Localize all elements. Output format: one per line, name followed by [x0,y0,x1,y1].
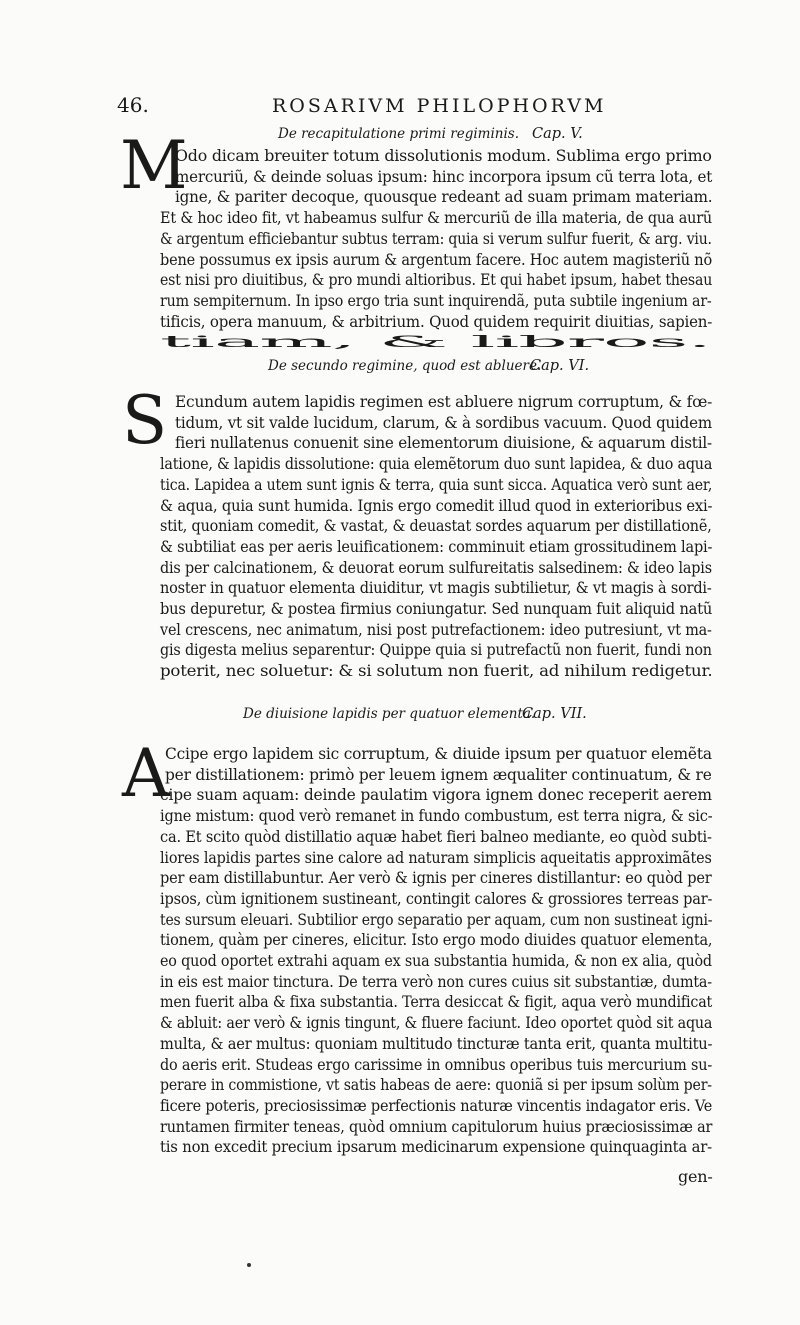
text-line: latione, & lapidis dissolutione: quia elemẽtorum duo sunt lapidea, & duo aqua [160,454,713,473]
text-line: vel crescens, nec animatum, nisi post putrefactionem: ideo putresiunt, vt ma- [160,620,712,639]
text-line: liores lapidis partes sine calore ad naturam simplicis aqueitatis approximãtes [160,848,712,867]
text-line: rum sempiternum. In ipso ergo tria sunt inquirendã, puta subtile ingenium ar- [160,291,712,310]
text-line: eo quod oportet extrahi aquam ex sua substantia humida, & non ex alia, quòd [160,951,712,970]
text-line: & subtiliat eas per aeris leuificationem: comminuit etiam grossitudinem lapi- [160,537,713,556]
chapter-6-heading: De secundo regimine, quod est abluere. [268,358,542,374]
chapter-6-initial: S [122,382,168,459]
chapter-7-initial: A [122,735,170,812]
stray-ink-mark [247,1263,251,1267]
text-line: ca. Et scito quòd distillatio aquæ habet fieri balneo mediante, eo quòd subti- [160,827,712,846]
text-line: runtamen firmiter teneas, quòd omnium capitulorum huius præciosissimæ ar [160,1117,713,1136]
text-line: est nisi pro diuitibus, & pro mundi altioribus. Et qui habet ipsum, habet thesau [160,270,713,289]
text-line: tificis, opera manuum, & arbitrium. Quod quidem requirit diuitias, sapien- [160,312,713,331]
text-line: ficere poteris, preciosissimæ perfectionis naturæ vincentis indagator eris. Ve [160,1096,713,1115]
text-line: bus depuretur, & postea firmius coniungatur. Sed nunquam fuit aliquid natũ [160,599,713,618]
text-line: ipsos, cùm ignitionem sustineant, contingit calores & grossiores terreas par- [160,889,713,908]
text-line: dis per calcinationem, & deuorat eorum sulfureitatis salsedinem: & ideo lapis [160,558,712,577]
chapter-5-cap: Cap. V. [532,126,583,142]
text-line: tiam, & libros. [160,332,712,351]
text-line: & aqua, quia sunt humida. Ignis ergo comedit illud quod in exterioribus exi- [160,496,713,515]
text-line: tionem, quàm per cineres, elicitur. Isto ergo modo diuides quatuor elementa, [160,930,713,949]
chapter-7-cap: Cap. VII. [522,706,587,722]
text-line: igne, & pariter decoque, quousque redeant ad suam primam materiam. [175,187,713,206]
text-line: poterit, nec soluetur: & si solutum non fuerit, ad nihilum redigetur. [160,661,713,680]
text-line: per distillationem: primò per leuem ignem æqualiter continuatum, & re [165,765,712,784]
text-line: & abluit: aer verò & ignis tingunt, & fluere faciunt. Ideo oportet quòd sit aqua [160,1013,713,1032]
text-line: stit, quoniam comedit, & vastat, & deuastat sordes aquarum per distillationẽ, [160,516,712,535]
running-head: ROSARIVM PHILOPHORVM [272,95,607,117]
text-line: tidum, vt sit valde lucidum, clarum, & à sordibus vacuum. Quod quidem [175,413,712,432]
chapter-7-heading: De diuisione lapidis per quatuor elementa. [243,706,536,722]
text-line: igne mistum: quod verò remanet in fundo combustum, est terra nigra, & sic- [160,806,713,825]
text-line: tis non excedit precium ipsarum medicinarum expensione quinquaginta ar- [160,1137,712,1156]
text-line: fieri nullatenus conuenit sine elementorum diuisione, & aquarum distil- [175,433,712,452]
text-line: Ccipe ergo lapidem sic corruptum, & diuide ipsum per quatuor elemẽta [165,744,712,763]
chapter-5-heading: De recapitulatione primi regiminis. [278,126,520,142]
text-line: noster in quatuor elementa diuiditur, vt magis subtilietur, & vt magis à sordi- [160,578,712,597]
text-line: perare in commistione, vt satis habeas de aere: quoniã si per ipsum solùm per- [160,1075,712,1094]
text-line: tica. Lapidea a utem sunt ignis & terra, quia sunt sicca. Aquatica verò sunt aer, [160,475,713,494]
folio-number: 46. [117,93,149,117]
text-line: cipe suam aquam: deinde paulatim vigora ignem donec receperit aerem [160,785,712,804]
text-line: bene possumus ex ipsis aurum & argentum facere. Hoc autem magisteriũ nõ [160,250,712,269]
text-line: multa, & aer multus: quoniam multitudo tincturæ tanta erit, quanta multitu- [160,1034,713,1053]
chapter-5-initial: M [120,127,188,204]
text-line: in eis est maior tinctura. De terra verò non cures cuius sit substantiæ, dumta- [160,972,712,991]
text-line: tes sursum eleuari. Subtilior ergo separatio per aquam, cum non sustineat igni- [160,910,713,929]
text-line: Ecundum autem lapidis regimen est abluere nigrum corruptum, & fœ- [175,392,713,411]
catchword: gen- [678,1167,713,1186]
text-line: men fuerit alba & fixa substantia. Terra desiccat & figit, aqua verò mundificat [160,992,713,1011]
text-line: Odo dicam breuiter totum dissolutionis modum. Sublima ergo primo [175,146,712,165]
chapter-6-cap: Cap. VI. [530,358,590,374]
text-line: per eam distillabuntur. Aer verò & ignis per cineres distillantur: eo quòd per [160,868,712,887]
text-line: mercuriũ, & deinde soluas ipsum: hinc incorpora ipsum cũ terra lota, et [175,167,713,186]
text-line: Et & hoc ideo fit, vt habeamus sulfur & mercuriũ de illa materia, de qua aurũ [160,208,712,227]
text-line: gis digesta melius separentur: Quippe quia si putrefactũ non fuerit, fundi non [160,640,712,659]
text-line: do aeris erit. Studeas ergo carissime in omnibus operibus tuis mercurium su- [160,1055,713,1074]
text-line: & argentum efficiebantur subtus terram: quia si verum sulfur fuerit, & arg. viu. [160,229,712,248]
